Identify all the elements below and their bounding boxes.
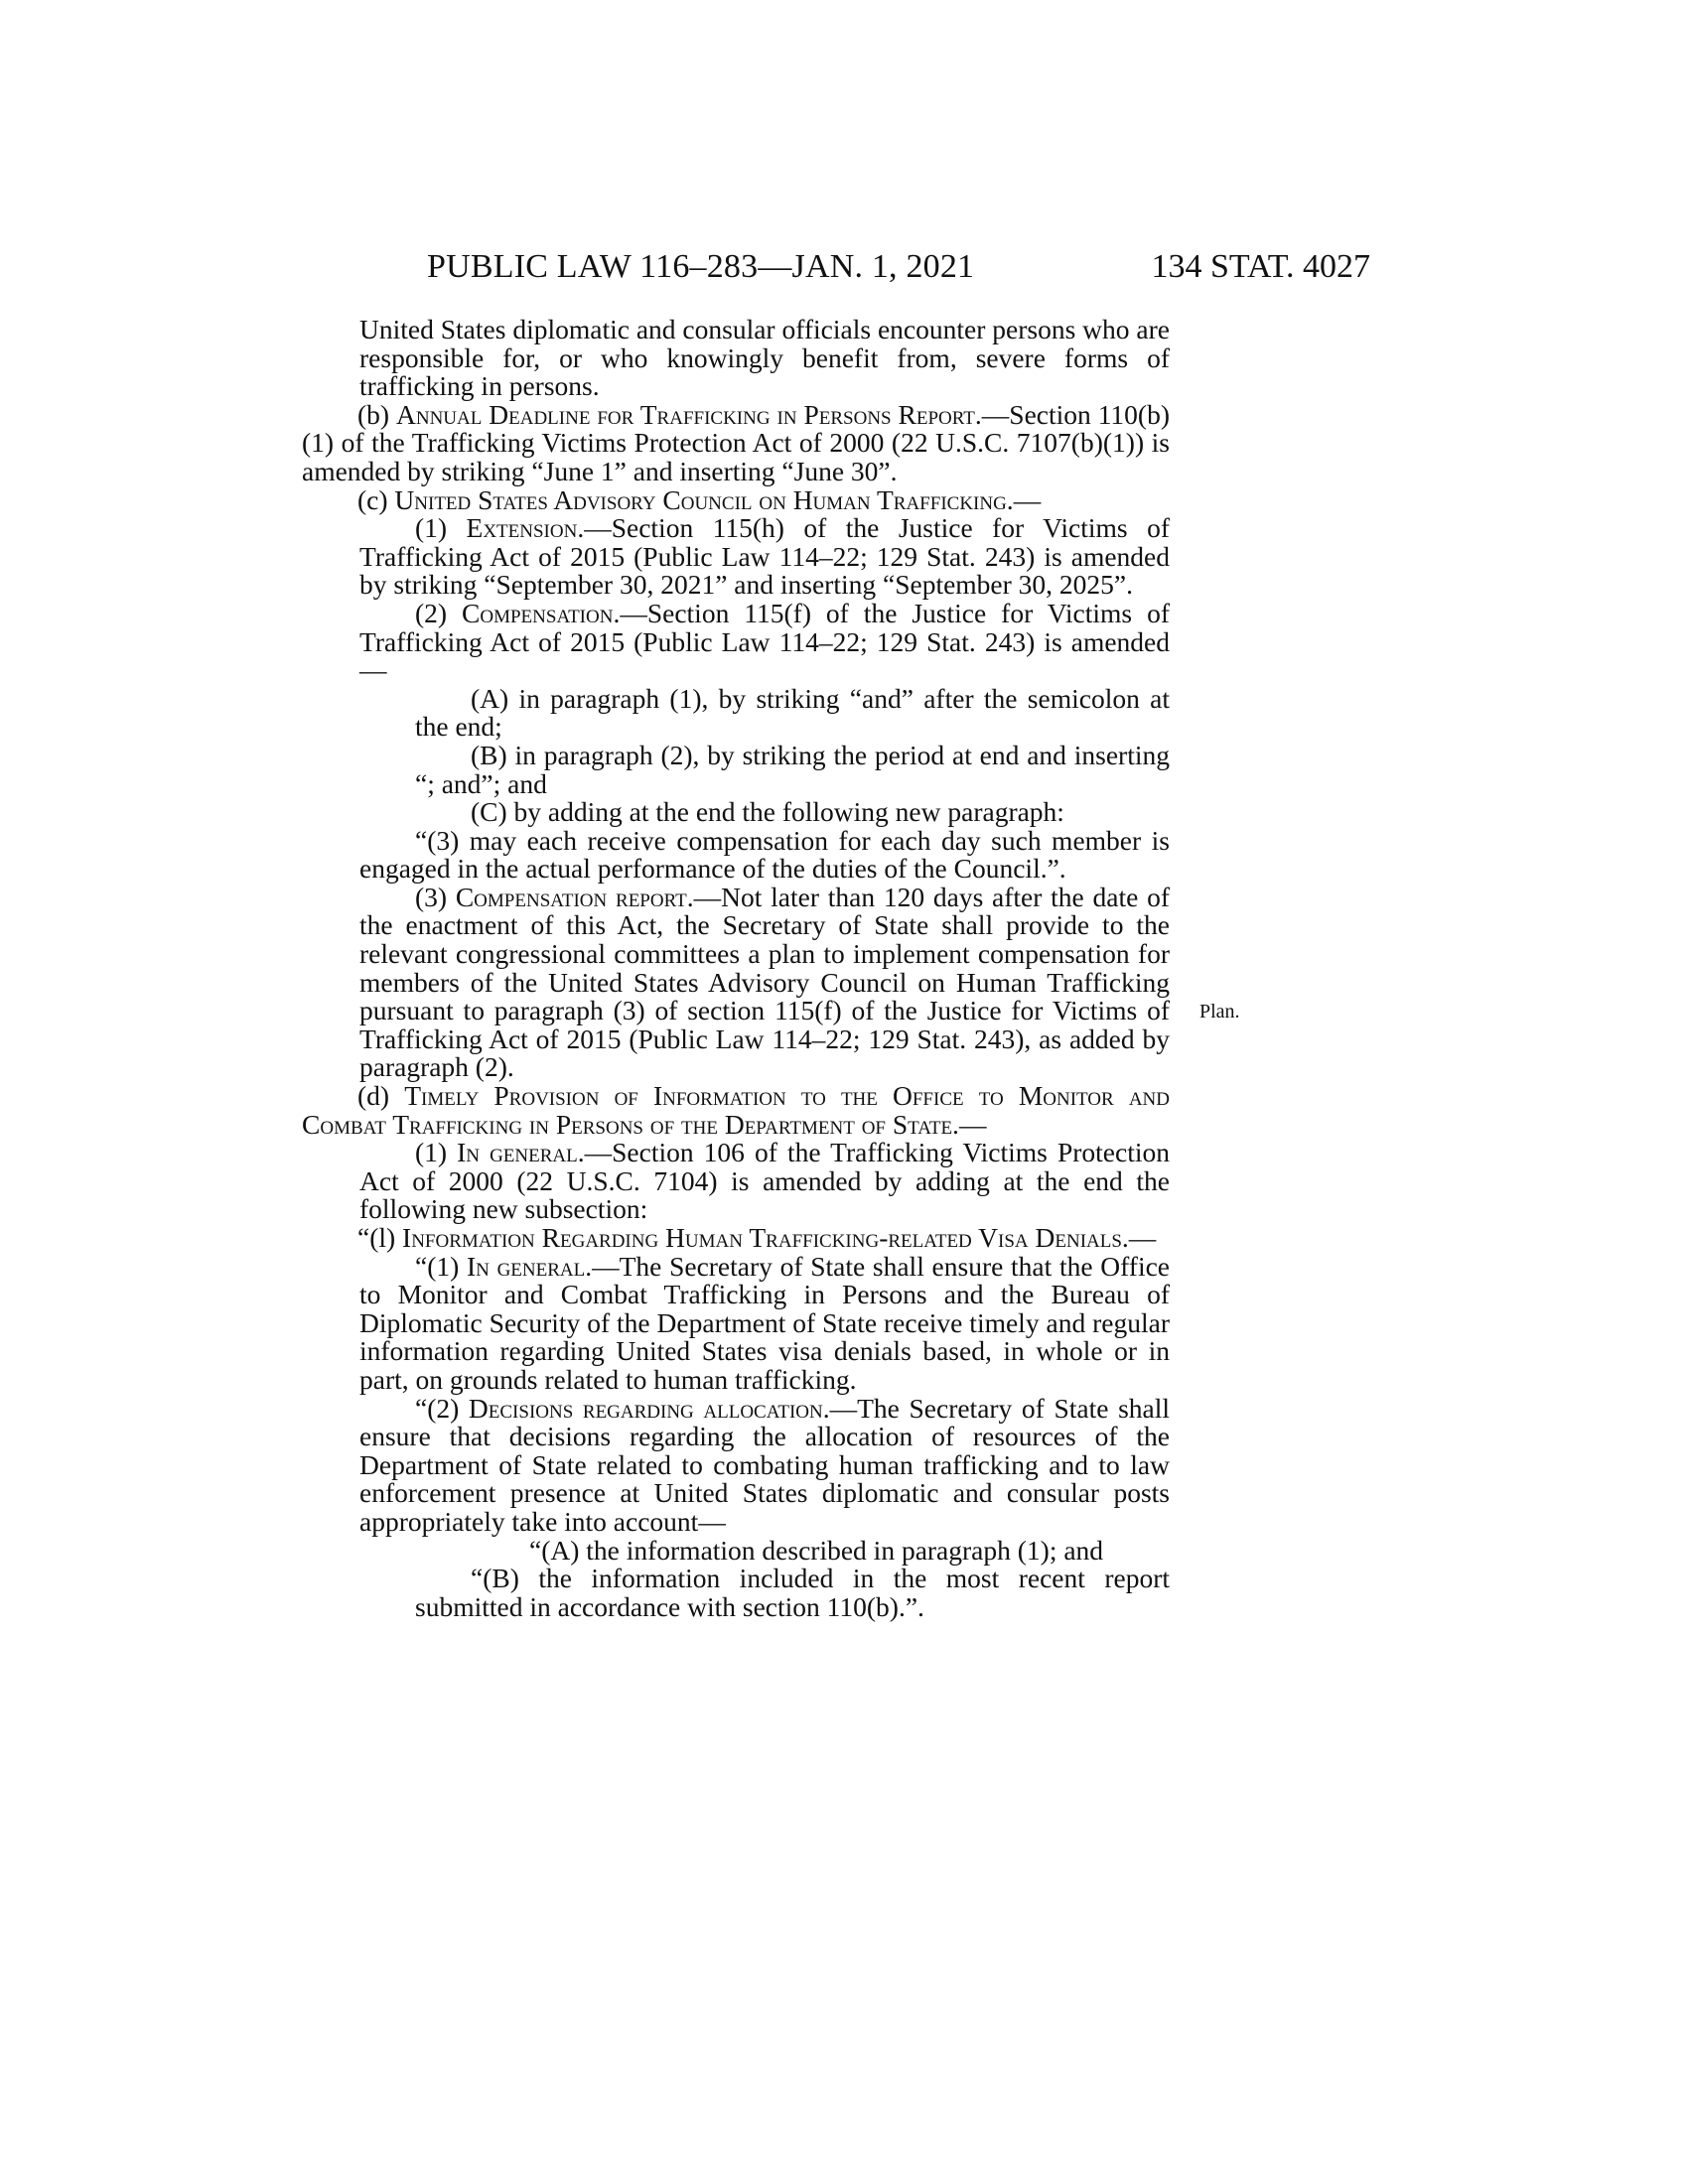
- subsection-d: (d) Timely Provision of Information to the Office to Monitor and Combat Trafficking in Persons of the Department of State.—: [302, 1080, 1170, 1140]
- paragraph-heading: Extension.: [466, 512, 585, 544]
- subparagraph-c: (C) by adding at the end the following new paragraph:: [471, 796, 1064, 828]
- paragraph-c-1: (1) Extension.—Section 115(h) of the Justice for Victims of Trafficking Act of 2015 (Public Law 114–22; 129 Stat. 243) is amended by striking “September 30, 2021” and inserting “September 30, 2025”.: [359, 512, 1170, 601]
- subsection-b: (b) Annual Deadline for Trafficking in Persons Report.—Section 110(b)(1) of the Trafficking Victims Protection Act of 2000 (22 U.S.C. 7107(b)(1)) is amended by striking “June 1” and inserting “June 30”.: [302, 398, 1170, 486]
- subsection-c: (c) United States Advisory Council on Human Trafficking.—: [357, 483, 1042, 515]
- page-header-stat-number: 134 STAT. 4027: [1151, 248, 1370, 285]
- quoted-paragraph-2: “(2) Decisions regarding allocation.—The Secretary of State shall ensure that decisions regarding the allocation of resources of the Department of State related to combating human trafficking and to law enforcement presence at United States diplomatic and consular posts appropriately take into account—: [359, 1392, 1171, 1537]
- paragraph-c-2: (2) Compensation.—Section 115(f) of the Justice for Victims of Trafficking Act of 2015 (Public Law 114–22; 129 Stat. 243) is amended—: [359, 597, 1170, 686]
- paragraph-heading: In general.: [466, 1250, 593, 1282]
- page-header-title: PUBLIC LAW 116–283—JAN. 1, 2021: [427, 248, 975, 285]
- paragraph-d-1: (1) In general.—Section 106 of the Trafficking Victims Protection Act of 2000 (22 U.S.C. 7104) is amended by adding at the end the following new subsection:: [359, 1137, 1170, 1225]
- paragraph-c-3: (3) Compensation report.—Not later than 120 days after the date of the enactment of this Act, the Secretary of State shall provide to the relevant congressional committees a plan to implement compensation for members of the United States Advisory Council on Human Trafficking pursuant to paragraph (3) of section 115(f) of the Justice for Victims of Trafficking Act of 2015 (Public Law 114–22; 129 Stat. 243), as added by paragraph (2).: [359, 881, 1170, 1083]
- subsection-heading: Information Regarding Human Trafficking-related Visa Denials.: [402, 1222, 1129, 1253]
- subparagraph-b: (B) in paragraph (2), by striking the period at end and inserting “; and”; and: [415, 739, 1170, 799]
- subsection-heading: United States Advisory Council on Human Trafficking.: [394, 483, 1014, 515]
- subsection-heading: Annual Deadline for Trafficking in Persons Report.: [396, 398, 982, 430]
- quoted-subparagraph-b: “(B) the information included in the most recent report submitted in accordance with section 110(b).”.: [415, 1563, 1170, 1622]
- quoted-paragraph-1: “(1) In general.—The Secretary of State shall ensure that the Office to Monitor and Combat Trafficking in Persons and the Bureau of Diplomatic Security of the Department of State receive timely and regular information regarding United States visa denials based, in whole or in part, on grounds related to human trafficking.: [359, 1250, 1170, 1395]
- margin-note: Plan.: [1199, 1001, 1240, 1023]
- paragraph-heading: Compensation report.: [455, 881, 694, 912]
- document-body: [302, 316, 1170, 1621]
- paragraph-heading: Decisions regarding allocation.: [468, 1392, 830, 1424]
- quoted-subsection-l: “(l) Information Regarding Human Trafficking-related Visa Denials.—: [357, 1222, 1157, 1253]
- subsection-heading: Timely Provision of Information to the Office to Monitor and Combat Trafficking in Persons of the Department of State.: [302, 1080, 1170, 1140]
- paragraph-heading: In general.: [457, 1137, 585, 1168]
- paragraph-continuation: United States diplomatic and consular officials encounter persons who are responsible for, or who knowingly benefit from, severe forms of trafficking in persons.: [359, 314, 1170, 402]
- subparagraph-a: (A) in paragraph (1), by striking “and” after the semicolon at the end;: [415, 682, 1170, 743]
- quoted-subparagraph-a: “(A) the information described in paragraph (1); and: [529, 1534, 1104, 1566]
- quoted-paragraph-3: “(3) may each receive compensation for each day such member is engaged in the actual performance of the duties of the Council.”.: [359, 824, 1170, 885]
- paragraph-heading: Compensation.: [462, 597, 621, 628]
